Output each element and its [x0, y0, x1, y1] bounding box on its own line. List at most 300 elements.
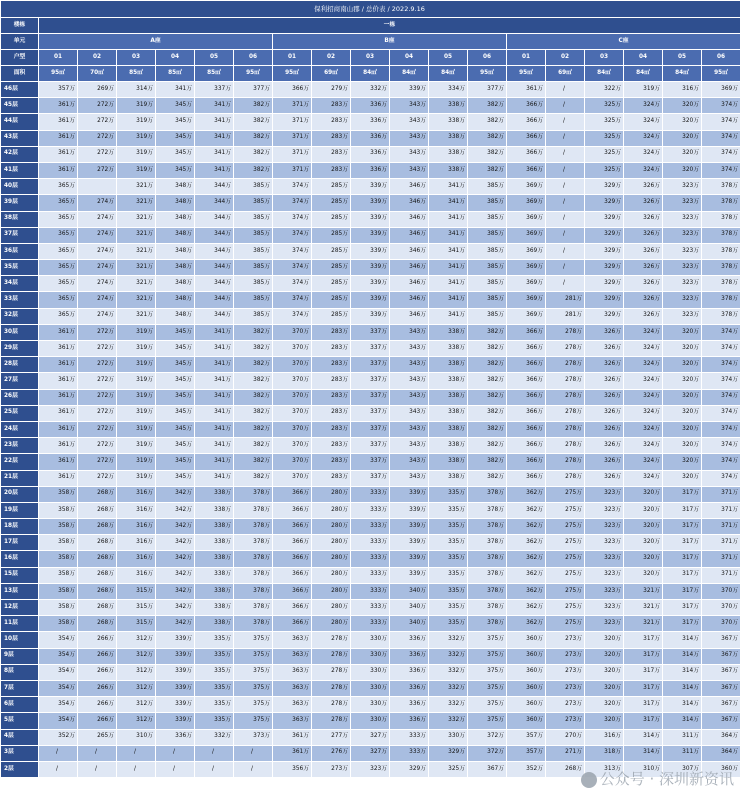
price-cell: 268万 [78, 600, 117, 616]
floor-label: 8层 [1, 664, 39, 680]
floor-label: 10层 [1, 632, 39, 648]
price-cell: 278万 [312, 664, 351, 680]
price-cell: 382万 [234, 162, 273, 178]
price-cell: 370万 [273, 405, 312, 421]
price-cell: 365万 [39, 227, 78, 243]
price-cell: 338万 [195, 616, 234, 632]
unit-area-cell: 84㎡ [624, 66, 663, 82]
price-cell: 374万 [702, 389, 740, 405]
price-cell: 343万 [390, 405, 429, 421]
price-cell: 320万 [663, 130, 702, 146]
price-cell: 310万 [117, 729, 156, 745]
price-cell: 335万 [429, 567, 468, 583]
price-cell: 348万 [156, 179, 195, 195]
price-cell: 341万 [429, 276, 468, 292]
price-cell: 348万 [156, 260, 195, 276]
price-cell: 332万 [429, 648, 468, 664]
price-cell: 382万 [468, 162, 507, 178]
price-cell: / [546, 130, 585, 146]
floor-row [1, 600, 740, 616]
price-cell: 371万 [702, 486, 740, 502]
price-cell: 326万 [585, 421, 624, 437]
price-cell: 314万 [663, 632, 702, 648]
floor-row [1, 162, 740, 178]
price-cell: 320万 [663, 357, 702, 373]
price-cell: 272万 [78, 421, 117, 437]
price-cell: 339万 [156, 632, 195, 648]
price-cell: 374万 [273, 243, 312, 259]
price-cell: 335万 [429, 535, 468, 551]
price-cell: 326万 [624, 260, 663, 276]
price-cell: 385万 [468, 260, 507, 276]
price-cell: 269万 [78, 82, 117, 98]
price-cell: 268万 [78, 551, 117, 567]
price-cell: / [39, 745, 78, 761]
price-cell: 321万 [624, 583, 663, 599]
price-cell: 330万 [351, 680, 390, 696]
price-cell: 275万 [546, 519, 585, 535]
price-cell: 335万 [429, 583, 468, 599]
price-cell: 278万 [546, 470, 585, 486]
price-cell: 329万 [585, 243, 624, 259]
price-cell: 346万 [390, 308, 429, 324]
price-cell: 337万 [351, 324, 390, 340]
price-cell: 314万 [663, 680, 702, 696]
price-cell: 323万 [663, 211, 702, 227]
price-cell: 312万 [117, 664, 156, 680]
price-cell: 317万 [663, 519, 702, 535]
price-cell: 285万 [312, 243, 351, 259]
price-cell: 323万 [585, 502, 624, 518]
price-cell: 346万 [390, 227, 429, 243]
price-cell: 266万 [78, 697, 117, 713]
price-cell: 338万 [195, 583, 234, 599]
price-cell: 266万 [78, 632, 117, 648]
price-cell: 314万 [663, 664, 702, 680]
price-cell: 333万 [351, 616, 390, 632]
price-cell: 315万 [117, 616, 156, 632]
price-cell: 272万 [78, 146, 117, 162]
price-cell: 333万 [351, 502, 390, 518]
price-cell: 358万 [39, 519, 78, 535]
floor-row [1, 551, 740, 567]
price-cell: / [546, 146, 585, 162]
price-cell: 345万 [156, 130, 195, 146]
price-cell: 319万 [117, 114, 156, 130]
price-cell: 280万 [312, 486, 351, 502]
price-cell: 360万 [507, 713, 546, 729]
price-cell: 272万 [78, 114, 117, 130]
price-cell: 378万 [702, 243, 740, 259]
price-cell: 319万 [117, 341, 156, 357]
price-cell: 326万 [585, 324, 624, 340]
floor-row [1, 519, 740, 535]
price-cell: 337万 [351, 454, 390, 470]
price-cell: 339万 [156, 697, 195, 713]
price-cell: 357万 [507, 745, 546, 761]
price-cell: 330万 [351, 648, 390, 664]
price-cell: 378万 [702, 227, 740, 243]
price-cell: 385万 [234, 292, 273, 308]
price-cell: 336万 [390, 632, 429, 648]
price-cell: 316万 [117, 535, 156, 551]
price-cell: 335万 [429, 551, 468, 567]
floor-label: 12层 [1, 600, 39, 616]
price-cell: 337万 [351, 438, 390, 454]
price-cell: 348万 [156, 195, 195, 211]
price-cell: 323万 [585, 486, 624, 502]
price-cell: 370万 [702, 583, 740, 599]
price-cell: 370万 [273, 324, 312, 340]
price-cell: 366万 [273, 616, 312, 632]
price-cell: 275万 [546, 583, 585, 599]
price-cell: 370万 [273, 470, 312, 486]
price-cell: 332万 [429, 680, 468, 696]
price-cell: 372万 [468, 729, 507, 745]
price-cell: 375万 [468, 713, 507, 729]
price-cell: 378万 [468, 567, 507, 583]
price-cell: 332万 [351, 82, 390, 98]
price-cell: 312万 [117, 697, 156, 713]
price-cell: 370万 [273, 389, 312, 405]
price-cell: 337万 [195, 82, 234, 98]
floor-row [1, 616, 740, 632]
price-cell: 316万 [117, 519, 156, 535]
floor-row [1, 179, 740, 195]
price-cell: 268万 [78, 567, 117, 583]
floor-label: 19层 [1, 502, 39, 518]
price-cell: 283万 [312, 341, 351, 357]
price-cell: 317万 [663, 583, 702, 599]
floor-label: 2层 [1, 761, 39, 777]
price-cell: 378万 [234, 519, 273, 535]
price-cell: 369万 [507, 260, 546, 276]
unit-area-cell: 69㎡ [546, 66, 585, 82]
price-cell: 344万 [195, 227, 234, 243]
floor-label: 11层 [1, 616, 39, 632]
unit-type-cell: 04 [624, 50, 663, 66]
price-cell: 361万 [39, 389, 78, 405]
price-cell: 382万 [234, 454, 273, 470]
price-cell: 317万 [624, 680, 663, 696]
price-cell: 371万 [702, 519, 740, 535]
price-cell: 338万 [195, 535, 234, 551]
price-cell: 354万 [39, 632, 78, 648]
price-cell: 338万 [429, 130, 468, 146]
price-cell: 285万 [312, 227, 351, 243]
price-cell: 378万 [234, 616, 273, 632]
price-cell: 343万 [390, 389, 429, 405]
price-cell: 385万 [468, 195, 507, 211]
price-cell: 341万 [195, 146, 234, 162]
price-cell: 273万 [312, 761, 351, 777]
price-cell: 321万 [117, 179, 156, 195]
price-cell: 382万 [468, 421, 507, 437]
price-cell: 268万 [546, 761, 585, 777]
price-cell: 283万 [312, 373, 351, 389]
price-cell: 341万 [429, 179, 468, 195]
price-cell: 285万 [312, 292, 351, 308]
price-cell: 340万 [390, 583, 429, 599]
price-cell: 285万 [312, 308, 351, 324]
unit-area-cell: 84㎡ [585, 66, 624, 82]
unit-type-cell: 01 [273, 50, 312, 66]
floor-label: 43层 [1, 130, 39, 146]
price-cell: 339万 [351, 308, 390, 324]
floor-label: 16层 [1, 551, 39, 567]
price-cell: 369万 [507, 243, 546, 259]
floor-row [1, 373, 740, 389]
price-cell: 367万 [702, 680, 740, 696]
unit-area-cell: 95㎡ [273, 66, 312, 82]
price-cell: 276万 [312, 745, 351, 761]
price-cell: 378万 [702, 292, 740, 308]
price-cell: 268万 [78, 502, 117, 518]
price-cell: 274万 [78, 211, 117, 227]
price-cell: 367万 [702, 697, 740, 713]
price-cell: 344万 [195, 276, 234, 292]
price-cell: 330万 [351, 713, 390, 729]
price-cell: / [234, 761, 273, 777]
price-cell: 327万 [351, 729, 390, 745]
area-row [1, 66, 740, 82]
price-cell: 280万 [312, 519, 351, 535]
price-cell: 361万 [39, 114, 78, 130]
price-cell: 370万 [702, 616, 740, 632]
price-cell: 366万 [273, 519, 312, 535]
price-cell: 280万 [312, 583, 351, 599]
price-cell: 317万 [624, 664, 663, 680]
floor-label: 39层 [1, 195, 39, 211]
price-cell: 378万 [468, 535, 507, 551]
price-cell: 366万 [273, 486, 312, 502]
price-cell: 337万 [351, 470, 390, 486]
price-cell: 329万 [585, 276, 624, 292]
type-row [1, 50, 740, 66]
price-cell: 366万 [273, 82, 312, 98]
price-cell: 366万 [507, 130, 546, 146]
price-cell: 385万 [234, 195, 273, 211]
price-cell: 326万 [624, 276, 663, 292]
price-cell: 332万 [429, 697, 468, 713]
price-cell: 317万 [663, 535, 702, 551]
price-cell: 273万 [546, 664, 585, 680]
price-cell: 343万 [390, 438, 429, 454]
price-cell: 354万 [39, 648, 78, 664]
price-cell: 345万 [156, 389, 195, 405]
price-cell: 346万 [390, 195, 429, 211]
price-cell: 369万 [507, 179, 546, 195]
price-cell: 385万 [234, 179, 273, 195]
floor-row [1, 745, 740, 761]
price-cell: 362万 [507, 535, 546, 551]
price-cell: 321万 [117, 211, 156, 227]
price-cell: 339万 [390, 502, 429, 518]
price-cell: 375万 [234, 713, 273, 729]
price-cell: 324万 [624, 373, 663, 389]
price-cell: 378万 [702, 179, 740, 195]
price-cell: 337万 [351, 405, 390, 421]
price-cell: 345万 [156, 421, 195, 437]
watermark [581, 768, 734, 789]
price-cell: 274万 [78, 227, 117, 243]
price-cell: 378万 [234, 502, 273, 518]
price-cell: 352万 [39, 729, 78, 745]
price-cell: 371万 [273, 98, 312, 114]
price-cell: 382万 [468, 373, 507, 389]
price-cell: 336万 [351, 114, 390, 130]
price-cell: 366万 [507, 162, 546, 178]
price-cell: 320万 [663, 454, 702, 470]
price-cell: / [546, 179, 585, 195]
price-cell: 374万 [702, 324, 740, 340]
price-cell: 323万 [663, 260, 702, 276]
floor-label: 4层 [1, 729, 39, 745]
price-cell: 339万 [390, 567, 429, 583]
price-cell: 339万 [351, 227, 390, 243]
price-cell: 362万 [507, 502, 546, 518]
price-cell: 320万 [663, 421, 702, 437]
floor-label: 41层 [1, 162, 39, 178]
price-cell: 337万 [351, 389, 390, 405]
price-cell: 272万 [78, 438, 117, 454]
price-cell: 272万 [78, 389, 117, 405]
price-cell: 317万 [624, 697, 663, 713]
price-cell: 273万 [546, 632, 585, 648]
price-cell: 326万 [624, 243, 663, 259]
floor-row [1, 130, 740, 146]
building-label: 楼栋 [1, 18, 39, 34]
price-cell: 345万 [156, 405, 195, 421]
price-cell: 374万 [702, 357, 740, 373]
price-cell: 277万 [312, 729, 351, 745]
price-cell: 324万 [624, 389, 663, 405]
price-cell: 336万 [390, 664, 429, 680]
price-cell: 272万 [78, 373, 117, 389]
price-cell: 311万 [663, 729, 702, 745]
price-cell: 272万 [78, 341, 117, 357]
price-cell: 382万 [468, 389, 507, 405]
price-cell: / [546, 195, 585, 211]
price-cell: 361万 [39, 454, 78, 470]
price-cell: 345万 [156, 470, 195, 486]
price-cell: 374万 [702, 438, 740, 454]
price-cell: 339万 [390, 535, 429, 551]
price-cell: 326万 [585, 470, 624, 486]
price-cell: 339万 [390, 82, 429, 98]
price-cell: 335万 [429, 600, 468, 616]
price-cell: 317万 [663, 600, 702, 616]
price-cell: 319万 [117, 470, 156, 486]
price-cell: 342万 [156, 551, 195, 567]
price-cell: 344万 [195, 243, 234, 259]
price-cell: 345万 [156, 373, 195, 389]
price-cell: 361万 [273, 729, 312, 745]
price-cell: 382万 [234, 98, 273, 114]
price-cell: 342万 [156, 519, 195, 535]
price-cell: 378万 [468, 616, 507, 632]
price-cell: 320万 [585, 632, 624, 648]
price-cell: 362万 [507, 486, 546, 502]
price-cell: 385万 [468, 227, 507, 243]
price-cell: 330万 [351, 697, 390, 713]
price-cell: 357万 [39, 82, 78, 98]
floor-label: 20层 [1, 486, 39, 502]
price-cell: 343万 [390, 98, 429, 114]
price-cell: 365万 [39, 243, 78, 259]
price-cell: 371万 [273, 146, 312, 162]
price-cell: 366万 [273, 502, 312, 518]
price-cell [78, 179, 117, 195]
price-cell: 339万 [156, 648, 195, 664]
price-cell: 341万 [429, 308, 468, 324]
price-cell: 375万 [468, 697, 507, 713]
price-cell: 278万 [312, 713, 351, 729]
price-cell: 323万 [585, 535, 624, 551]
price-cell: 326万 [624, 308, 663, 324]
price-cell: 281万 [546, 292, 585, 308]
price-cell: 366万 [507, 341, 546, 357]
price-cell: 319万 [117, 98, 156, 114]
price-cell: 319万 [117, 162, 156, 178]
floor-label: 6层 [1, 697, 39, 713]
price-cell: 341万 [195, 114, 234, 130]
price-cell: 321万 [624, 616, 663, 632]
price-cell: 339万 [351, 195, 390, 211]
floor-label: 9层 [1, 648, 39, 664]
price-cell: 341万 [195, 470, 234, 486]
price-cell: / [156, 745, 195, 761]
price-cell: 382万 [468, 470, 507, 486]
price-cell: 278万 [546, 341, 585, 357]
price-cell: 348万 [156, 276, 195, 292]
price-cell: 283万 [312, 421, 351, 437]
floor-label: 42层 [1, 146, 39, 162]
floor-row [1, 648, 740, 664]
floor-row [1, 713, 740, 729]
price-cell: 272万 [78, 130, 117, 146]
price-cell: 314万 [624, 745, 663, 761]
price-cell: 336万 [351, 98, 390, 114]
price-cell: 268万 [78, 535, 117, 551]
price-cell: 326万 [585, 357, 624, 373]
price-cell: 324万 [624, 470, 663, 486]
floor-row [1, 82, 740, 98]
price-cell: 344万 [195, 179, 234, 195]
price-cell: 339万 [390, 519, 429, 535]
price-cell: 337万 [351, 341, 390, 357]
price-cell: 325万 [585, 162, 624, 178]
price-cell: 345万 [156, 454, 195, 470]
price-cell: 278万 [312, 680, 351, 696]
price-cell: 339万 [351, 179, 390, 195]
floor-label: 22层 [1, 454, 39, 470]
price-cell: 320万 [624, 535, 663, 551]
price-cell: 385万 [468, 292, 507, 308]
price-cell: 374万 [273, 179, 312, 195]
price-cell: 329万 [585, 211, 624, 227]
price-cell: 280万 [312, 551, 351, 567]
price-cell: 371万 [273, 130, 312, 146]
price-cell: 316万 [117, 486, 156, 502]
price-cell: 333万 [351, 567, 390, 583]
price-cell: 338万 [429, 373, 468, 389]
price-cell: 275万 [546, 486, 585, 502]
unit-area-cell: 95㎡ [39, 66, 78, 82]
price-cell: 365万 [39, 179, 78, 195]
price-cell: 343万 [390, 373, 429, 389]
floor-label: 36层 [1, 243, 39, 259]
